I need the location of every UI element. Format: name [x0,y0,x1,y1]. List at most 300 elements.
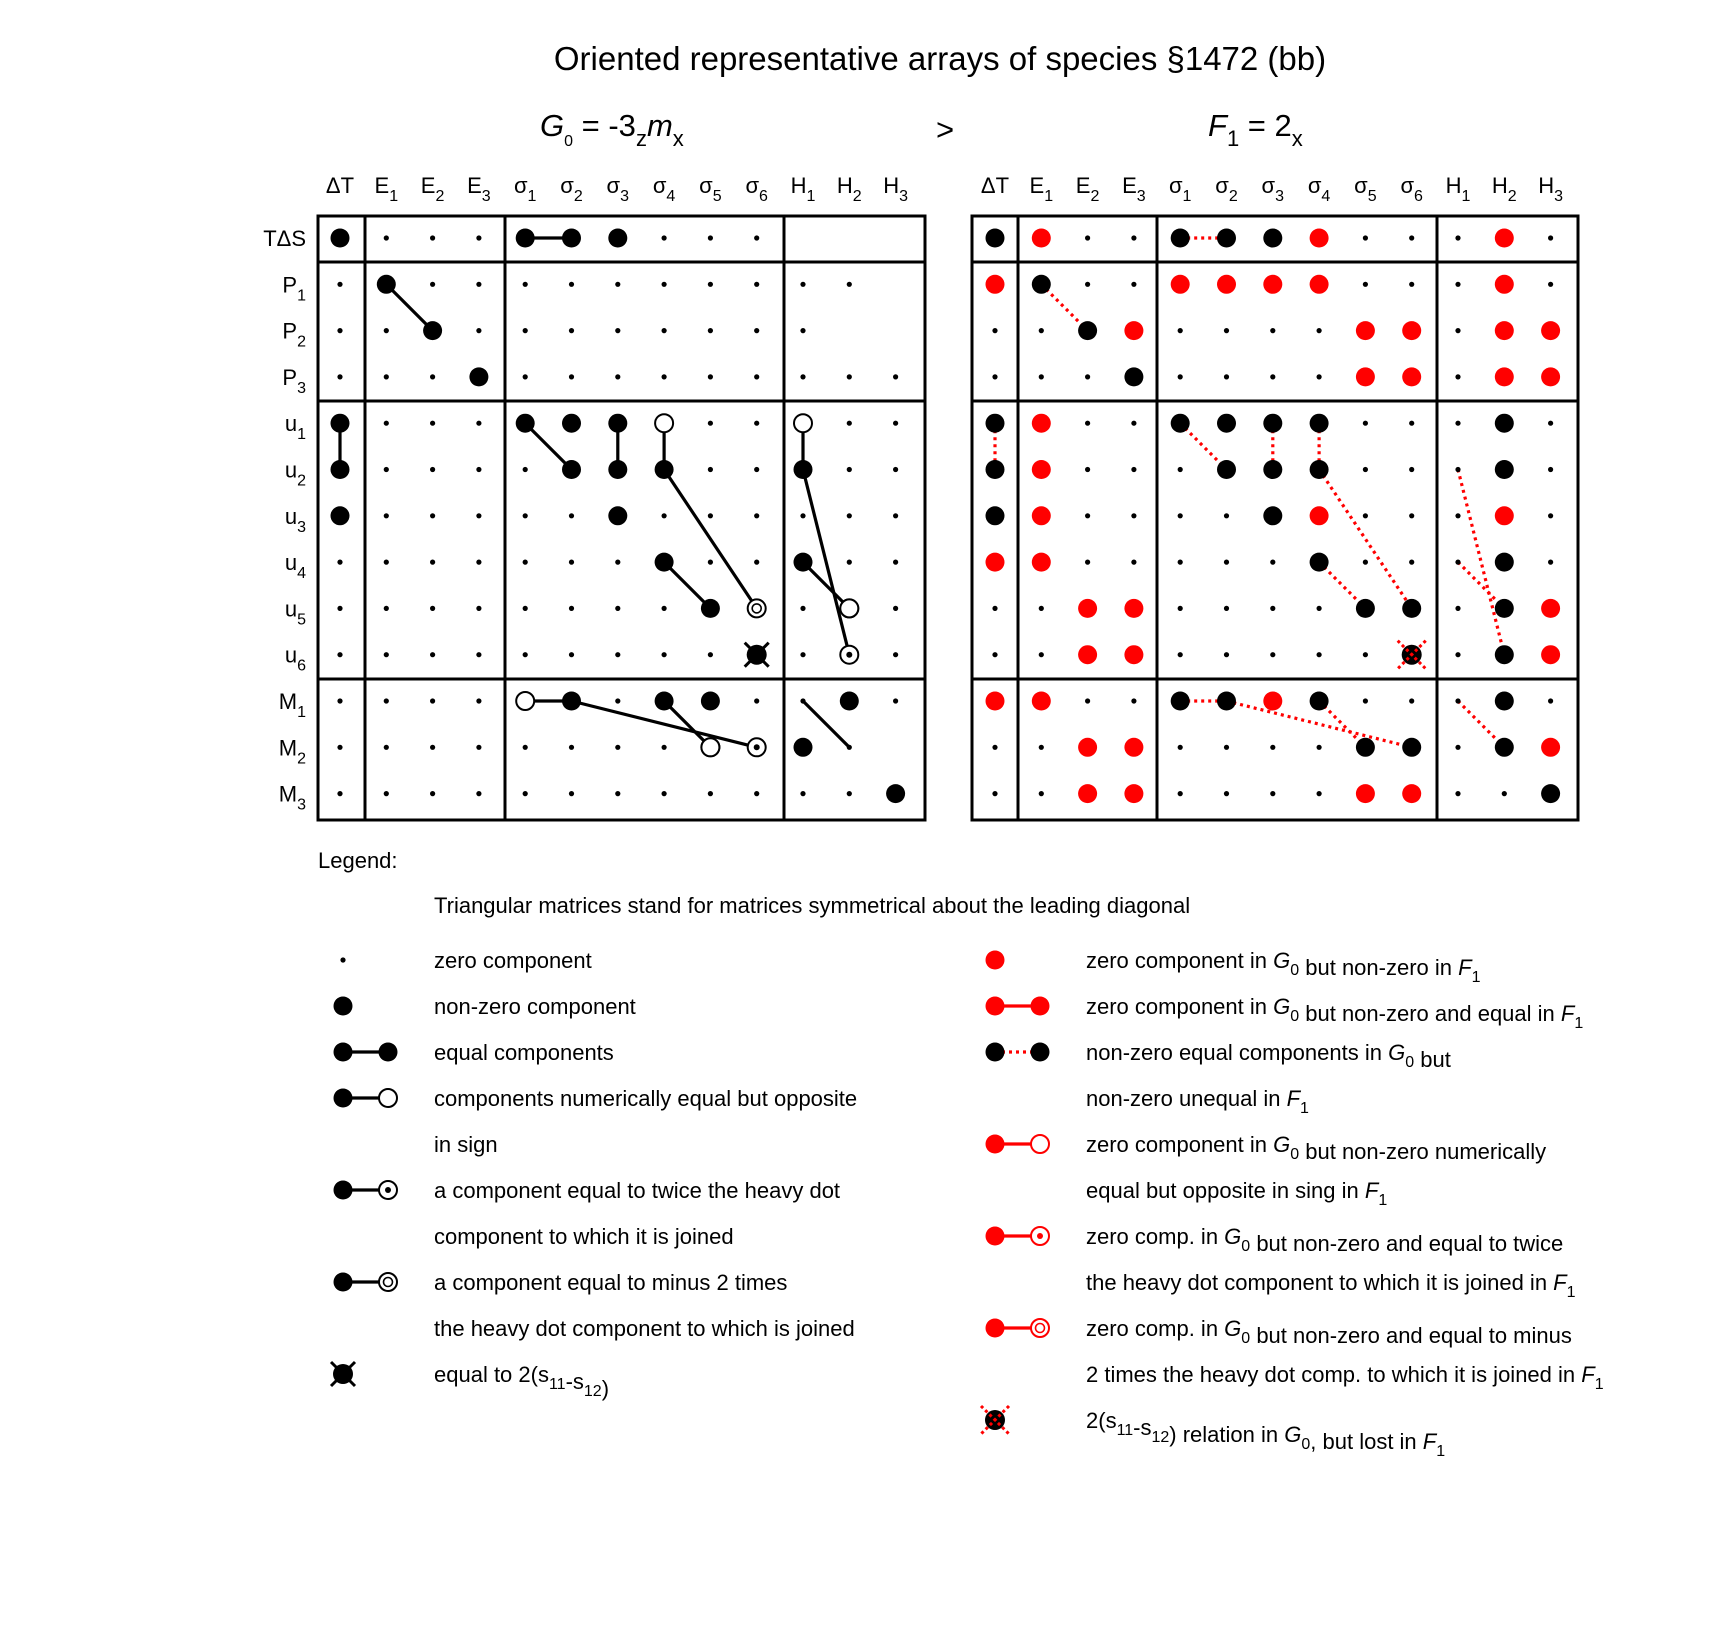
legend-left-3-0-txt: components numerically equal but opposite [434,1086,858,1111]
zero-component-dot [992,652,997,657]
legend-left-4-0 [434,1178,840,1203]
zero-component-dot [384,606,389,611]
zero-component-dot [1178,328,1183,333]
row-label-0-base: TΔS [263,226,306,251]
unequal-link-line [1458,562,1504,608]
nonzero-dot [1356,738,1375,757]
zero-component-dot [754,791,759,796]
zero-component-dot [1455,745,1460,750]
zero-component-dot [893,467,898,472]
zero-component-dot [1409,467,1414,472]
nonzero-dot [516,414,535,433]
col-label-0-1-sub: 1 [389,188,399,205]
zero-component-dot [708,652,713,657]
nonzero-dot [655,692,674,711]
col-label-1-2 [1076,173,1100,205]
nonzero-dot [986,506,1005,525]
row-label-4-base: u [284,411,298,437]
nonzero-dot [1032,275,1051,294]
zero-component-dot [1270,745,1275,750]
row-label-5-sub: 2 [297,472,306,490]
open-dot [516,692,534,710]
col-label-1-4-sub: 1 [1182,188,1192,205]
zero-component-dot [1224,652,1229,657]
zero-component-dot [754,698,759,703]
legend-note: Triangular matrices stand for matrices symmetrical about the leading diagonal [434,893,1191,918]
zero-component-dot [1270,374,1275,379]
legend-right-1-0-sym: G [1273,994,1291,1019]
row-label-2 [282,319,306,351]
zero-component-dot [1409,560,1414,565]
col-label-1-8-base: σ [1354,173,1368,198]
legend-right-3-1 [1086,1178,1387,1209]
nonzero-dot [1495,599,1514,618]
legend-right-5-1-sym: F [1581,1362,1595,1387]
zero-component-dot [1178,745,1183,750]
zero-component-dot [337,328,342,333]
nonzero-dot [1263,460,1282,479]
red-dot [1078,738,1097,757]
zero-component-dot [615,652,620,657]
col-label-1-10-base: H [1445,173,1462,198]
zero-component-dot [384,652,389,657]
zero-component-dot [1317,652,1322,657]
nonzero-dot [1310,414,1329,433]
nonzero-dot [794,553,813,572]
row-label-12-base: M [278,781,298,807]
zero-component-dot [1502,791,1507,796]
equal-link-line [525,423,571,469]
legend-right-2-0-sym: G [1388,1040,1406,1065]
zero-component-dot [1224,513,1229,518]
legend-right-4-0-txt: but non-zero and equal to twice [1250,1231,1564,1256]
zero-component-dot [1224,560,1229,565]
zero-component-dot [754,421,759,426]
col-label-1-6-sub: 3 [1275,188,1285,205]
row-label-10 [279,689,306,721]
unequal-link-line [1319,701,1365,747]
nonzero-dot [516,229,535,248]
unequal-link-line [1458,701,1504,747]
col-label-0-10-base: H [790,173,807,198]
zero-component-dot [1039,374,1044,379]
row-label-12-sub: 3 [297,796,306,814]
zero-component-dot [430,513,435,518]
zero-component-dot [847,745,852,750]
legend-right-1-0-sub: 1 [1574,1015,1584,1032]
legend-right-6-0-sub: 0 [1301,1436,1311,1453]
row-label-1-base: P [282,272,298,298]
row-label-10-sub: 1 [297,704,306,721]
col-label-1-2-base: E [1075,173,1091,198]
zero-component-dot [708,235,713,240]
zero-component-dot [662,328,667,333]
zero-component-dot [1039,652,1044,657]
row-label-2-sub: 2 [297,333,306,351]
col-label-1-8 [1354,173,1377,205]
zero-component-dot [1455,467,1460,472]
col-label-1-11 [1492,173,1517,205]
row-label-6-base: u [284,503,298,529]
legend-right-3-0 [1086,1132,1546,1164]
col-label-0-10-sub: 1 [806,188,816,205]
legend-right-6-0-ssub: 12 [1151,1429,1170,1446]
red-dot [1263,692,1282,711]
matrix-f1 [972,216,1578,820]
col-label-1-12 [1538,173,1563,205]
matrix-headers [263,108,1563,814]
red-dot [1495,321,1514,340]
zero-component-dot [1085,282,1090,287]
legend-right-2-1-sym: F [1286,1086,1301,1111]
legend-right-6-0-s: s [1105,1408,1117,1433]
zero-component-dot [662,791,667,796]
zero-component-dot [1131,421,1136,426]
col-label-1-7 [1308,173,1331,205]
zero-component-dot [337,560,342,565]
zero-component-dot [847,513,852,518]
zero-component-dot [337,791,342,796]
header-g0-sub: 0 [564,133,574,150]
zero-component-dot [1455,513,1460,518]
red-dot [986,553,1005,572]
row-label-9-base: u [284,642,298,668]
zero-component-dot [847,560,852,565]
legend-left-5-1-txt: the heavy dot component to which is joined [434,1316,855,1341]
col-label-1-1 [1030,173,1054,205]
red-dot [1541,645,1560,664]
legend-right-6-0-sub: 1 [1436,1443,1446,1460]
zero-component-dot [1178,791,1183,796]
legend-left-6-0-ssub: 11 [548,1376,566,1393]
legend-right-0-0-txt: but non-zero in [1299,955,1459,980]
nonzero-dot [886,784,905,803]
zero-component-dot [1224,328,1229,333]
nonzero-dot [334,1181,353,1200]
nonzero-dot [377,275,396,294]
zero-component-dot [893,698,898,703]
row-label-5 [285,458,306,490]
nonzero-dot [1310,692,1329,711]
zero-component-dot [1409,282,1414,287]
twice-dot-center [1037,1233,1043,1239]
minus2-dot-inner [1036,1324,1045,1333]
nonzero-dot [334,997,353,1016]
legend-right-1-0 [1086,994,1583,1032]
red-dot [1078,599,1097,618]
nonzero-dot [986,414,1005,433]
zero-component-dot [708,791,713,796]
col-label-0-2-base: E [420,173,436,198]
legend-right-6-0-sym: F [1422,1429,1437,1454]
col-label-1-12-base: H [1538,173,1555,198]
zero-component-dot [662,513,667,518]
nonzero-dot [1171,229,1190,248]
row-label-8-sub: 5 [297,611,306,629]
zero-component-dot [476,328,481,333]
legend-right-5-1 [1086,1362,1604,1393]
nonzero-dot [794,738,813,757]
zero-component-dot [1317,745,1322,750]
zero-component-dot [1131,282,1136,287]
zero-component-dot [1224,745,1229,750]
zero-component-dot [1409,421,1414,426]
legend-right-2-1-txt: non-zero unequal in [1086,1086,1287,1111]
legend-title: Legend: [318,848,398,873]
zero-component-dot [800,282,805,287]
col-label-1-7-sub: 4 [1321,188,1331,205]
red-dot [1032,553,1051,572]
unequal-link-line [1319,470,1412,609]
nonzero-dot [334,1043,353,1062]
col-label-0-5-sub: 2 [573,188,583,205]
legend-right-3-0-sub: 0 [1290,1146,1300,1163]
zero-component-dot [1363,467,1368,472]
zero-component-dot [1455,374,1460,379]
legend-left-3-0 [434,1086,857,1111]
red-dot [1078,784,1097,803]
zero-component-dot [569,328,574,333]
col-label-1-4-base: σ [1168,173,1183,198]
col-label-0-9-base: σ [745,173,760,198]
col-label-1-9-sub: 6 [1414,188,1423,205]
zero-component-dot [615,328,620,333]
legend-right-4-0-sym: G [1224,1224,1242,1249]
legend-right-0-0-sym: F [1458,955,1472,980]
legend-left-5-0 [434,1270,787,1295]
zero-component-dot [337,606,342,611]
zero-component-dot [430,652,435,657]
col-label-0-6-sub: 3 [620,188,630,205]
col-label-1-10 [1446,173,1471,205]
col-label-0-8-base: σ [699,173,713,198]
red-dot [1356,784,1375,803]
legend-right-5-0-sub: 0 [1241,1330,1251,1347]
legend-right-6-0 [1086,1408,1445,1460]
legend-left-3-1 [434,1132,498,1157]
nonzero-dot [1495,414,1514,433]
legend-right-4-1-sub: 1 [1566,1284,1576,1301]
nonzero-dot [562,414,581,433]
zero-component-dot [1455,328,1460,333]
row-label-4-sub: 1 [297,426,306,444]
col-label-0-11-sub: 2 [852,188,862,205]
header-g0-sym: G [540,108,565,143]
legend-left-6-0-txt: - [565,1369,573,1394]
legend-right-5-0-txt: zero comp. in [1086,1316,1225,1341]
red-dot [1032,229,1051,248]
legend-left-1-0-txt: non-zero component [434,994,636,1019]
legend [331,948,1604,1460]
col-label-1-4 [1169,173,1192,205]
zero-component-dot [754,328,759,333]
zero-component-dot [1178,560,1183,565]
col-label-0-3-base: E [467,173,482,198]
col-label-1-1-base: E [1029,173,1045,198]
twice-dot-center [385,1187,391,1193]
zero-component-dot [384,235,389,240]
nonzero-dot [379,1043,398,1062]
row-label-2-base: P [282,318,298,344]
red-dot [986,997,1005,1016]
red-dot [1541,321,1560,340]
zero-component-dot [1178,606,1183,611]
row-label-8-base: u [284,596,298,622]
nonzero-dot [1495,645,1514,664]
legend-left-0-0 [434,948,592,973]
header-relation: > [935,112,955,147]
zero-component-dot [430,745,435,750]
nonzero-dot [986,1043,1005,1062]
nonzero-dot [655,553,674,572]
zero-component-dot [523,328,528,333]
col-label-0-8-sub: 5 [712,188,722,205]
header-g0-msub: z [635,126,647,151]
legend-right-1-0-sym: F [1560,1001,1575,1026]
zero-component-dot [569,606,574,611]
legend-left-6-0 [434,1362,609,1401]
red-dot [1124,784,1143,803]
row-label-1 [282,272,306,304]
zero-component-dot [1085,560,1090,565]
nonzero-dot [1356,599,1375,618]
zero-component-dot [754,513,759,518]
row-label-7-base: u [284,550,298,576]
zero-component-dot [1455,560,1460,565]
zero-component-dot [992,374,997,379]
legend-right-5-0 [1086,1316,1572,1348]
col-label-0-6 [607,173,630,205]
unequal-link-line [1180,423,1226,469]
legend-right-2-0-sub: 0 [1405,1054,1415,1071]
zero-component-dot [1363,652,1368,657]
zero-component-dot [1039,328,1044,333]
col-label-1-11-base: H [1491,173,1508,198]
zero-component-dot [1317,328,1322,333]
red-dot [1031,997,1050,1016]
row-label-4 [285,411,306,443]
col-label-0-12-sub: 3 [899,188,908,205]
zero-component-dot [569,513,574,518]
header-f1-mid: = 2 [1239,108,1292,143]
zero-component-dot [1455,652,1460,657]
legend-left-4-0-txt: a component equal to twice the heavy dot [434,1178,841,1203]
col-label-0-12 [883,173,908,205]
red-dot [1032,460,1051,479]
col-label-0-7-base: σ [652,173,667,198]
red-dot [986,1135,1005,1154]
zero-component-dot [476,698,481,703]
legend-right-4-0 [1086,1224,1563,1256]
red-dot [1310,506,1329,525]
twice-dot-center [846,652,852,658]
red-dot [1495,367,1514,386]
nonzero-dot [608,506,627,525]
header-f1-sym: F [1208,108,1227,143]
zero-component-dot [430,467,435,472]
zero-component-dot [523,467,528,472]
red-dot [1356,321,1375,340]
nonzero-dot [562,692,581,711]
red-dot [1217,275,1236,294]
col-label-1-5 [1215,173,1238,205]
col-label-1-1-sub: 1 [1044,188,1054,205]
zero-component-dot [992,791,997,796]
open-dot [1031,1135,1049,1153]
legend-right-6-0-s: s [1140,1415,1152,1440]
row-label-10-base: M [278,689,298,714]
nonzero-dot [1078,321,1097,340]
red-dot [1310,229,1329,248]
col-label-0-4-sub: 1 [527,188,537,205]
legend-right-2-0-txt: but [1414,1047,1451,1072]
header-g0-msub2: x [672,126,684,151]
zero-component-dot [1363,282,1368,287]
zero-component-dot [523,513,528,518]
legend-right-5-1-txt: 2 times the heavy dot comp. to which it is joined in [1086,1362,1582,1387]
zero-component-dot [569,652,574,657]
zero-component-dot [708,467,713,472]
zero-component-dot [893,606,898,611]
nonzero-dot [1217,229,1236,248]
legend-left-6-0-s: s [537,1362,549,1387]
legend-right-4-1-sym: F [1553,1270,1567,1295]
col-label-1-9 [1400,173,1423,205]
legend-right-4-0-sub: 0 [1241,1238,1251,1255]
col-label-0-8 [699,173,722,205]
legend-right-0-0-sub: 0 [1290,962,1300,979]
nonzero-dot [1217,460,1236,479]
zero-component-dot [708,421,713,426]
zero-component-dot [893,374,898,379]
col-label-0-11 [837,173,862,205]
red-dot [986,1319,1005,1338]
red-dot [1402,321,1421,340]
col-label-0-6-base: σ [606,173,621,198]
zero-component-dot [847,791,852,796]
zero-component-dot [430,374,435,379]
zero-component-dot [430,235,435,240]
col-label-0-2-sub: 2 [435,188,445,205]
equal-link-line [664,470,757,609]
zero-component-dot [384,560,389,565]
zero-component-dot [708,513,713,518]
nonzero-dot [794,460,813,479]
zero-component-dot [1131,698,1136,703]
red-dot [1032,506,1051,525]
zero-component-dot [1178,374,1183,379]
nonzero-dot [469,367,488,386]
red-dot [1124,645,1143,664]
zero-component-dot [523,606,528,611]
equal-link-line [803,701,849,747]
legend-right-3-1-sub: 1 [1378,1192,1388,1209]
row-label-3-base: P [282,364,298,390]
zero-component-dot [523,745,528,750]
zero-component-dot [800,606,805,611]
zero-component-dot [569,282,574,287]
twice-dot-center [754,744,760,750]
zero-component-dot [430,560,435,565]
col-label-1-5-sub: 2 [1228,188,1238,205]
zero-component-dot [569,560,574,565]
legend-right-2-0 [1086,1040,1451,1072]
legend-right-1-0-txt: zero component in [1086,994,1274,1019]
zero-component-dot [662,652,667,657]
red-dot [1495,229,1514,248]
zero-component-dot [476,282,481,287]
zero-component-dot [384,745,389,750]
